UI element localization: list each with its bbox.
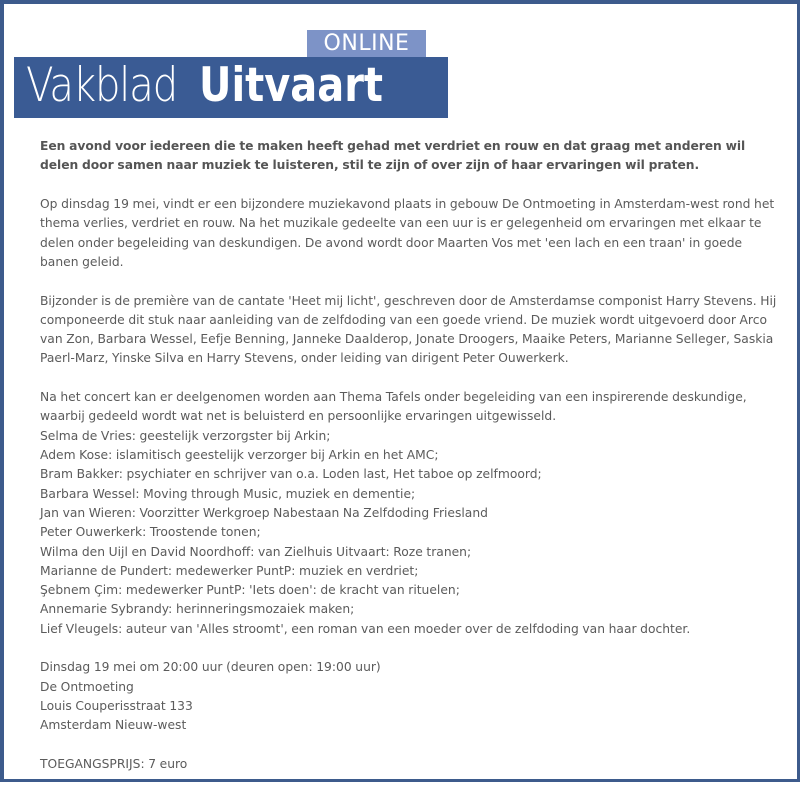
article-body [40,137,780,794]
speaker-item: Lief Vleugels: auteur van 'Alles stroomt', een roman van een moeder over de zelfdoding van haar dochter. [40,621,691,636]
logo-vakblad-text: Vakblad [26,58,177,113]
ticket-price: TOEGANGSPRIJS: 7 euro [40,756,188,771]
logo-bar [14,57,448,118]
logo-online-badge: ONLINE [307,30,426,57]
speaker-item: Şebnem Çim: medewerker PuntP: 'Iets doen': de kracht van rituelen; [40,583,460,598]
event-street: Louis Couperisstraat 133 [40,698,193,713]
event-details [40,658,780,735]
logo-uitvaart-text: Uitvaart [199,58,383,113]
speaker-item: Peter Ouwerkerk: Troostende tonen; [40,525,261,540]
speaker-item: Annemarie Sybrandy: herinneringsmozaiek maken; [40,602,355,617]
article-paragraph-tables [40,388,780,639]
article-lead: Een avond voor iedereen die te maken heeft gehad met verdriet en rouw en dat graag met anderen wil delen door samen naar muziek te luisteren, stil te zijn of over zijn of haar ervaringen wil praten. [40,139,746,173]
vakblad-uitvaart-logo[interactable] [14,30,448,118]
speaker-item: Marianne de Pundert: medewerker PuntP: muziek en verdriet; [40,563,419,578]
speaker-item: Adem Kose: islamitisch geestelijk verzorger bij Arkin en het AMC; [40,448,439,463]
event-city: Amsterdam Nieuw-west [40,718,187,733]
tables-intro: Na het concert kan er deelgenomen worden aan Thema Tafels onder begeleiding van een inspirerende deskundige, waarbij gedeeld wordt wat net is beluisterd en persoonlijke ervaringen uitgewisseld. [40,390,747,424]
article-paragraph-intro: Op dinsdag 19 mei, vindt er een bijzondere muziekavond plaats in gebouw De Ontmoeting in Amsterdam-west rond het thema verlies, verdriet en rouw. Na het muzikale gedeelte van een uur is er gelegenheid om ervaringen met elkaar te delen onder begeleiding van deskundigen. De avond wordt door Maarten Vos met 'een lach en een traan' in goede banen geleid. [40,196,775,269]
article-paragraph-cantate: Bijzonder is de première van de cantate 'Heet mij licht', geschreven door de Amsterdamse componist Harry Stevens. Hij componeerde dit stuk naar aanleiding van de zelfdoding van een goede vriend. De muziek wordt uitgevoerd door Arco van Zon, Barbara Wessel, Eefje Benning, Janneke Daalderop, Jonate Droogers, Maaike Peters, Marianne Selleger, Saskia Paerl-Marz, Yinske Silva en Harry Stevens, onder leiding van dirigent Peter Ouwerkerk. [40,293,777,366]
speaker-item: Selma de Vries: geestelijk verzorgster bij Arkin; [40,428,331,443]
speaker-item: Wilma den Uijl en David Noordhoff: van Zielhuis Uitvaart: Roze tranen; [40,544,472,559]
event-venue: De Ontmoeting [40,679,134,694]
speaker-item: Bram Bakker: psychiater en schrijver van o.a. Loden last, Het taboe op zelfmoord; [40,467,542,482]
event-datetime: Dinsdag 19 mei om 20:00 uur (deuren open: 19:00 uur) [40,660,381,675]
speaker-item: Jan van Wieren: Voorzitter Werkgroep Nabestaan Na Zelfdoding Friesland [40,505,488,520]
speaker-item: Barbara Wessel: Moving through Music, muziek en dementie; [40,486,416,501]
